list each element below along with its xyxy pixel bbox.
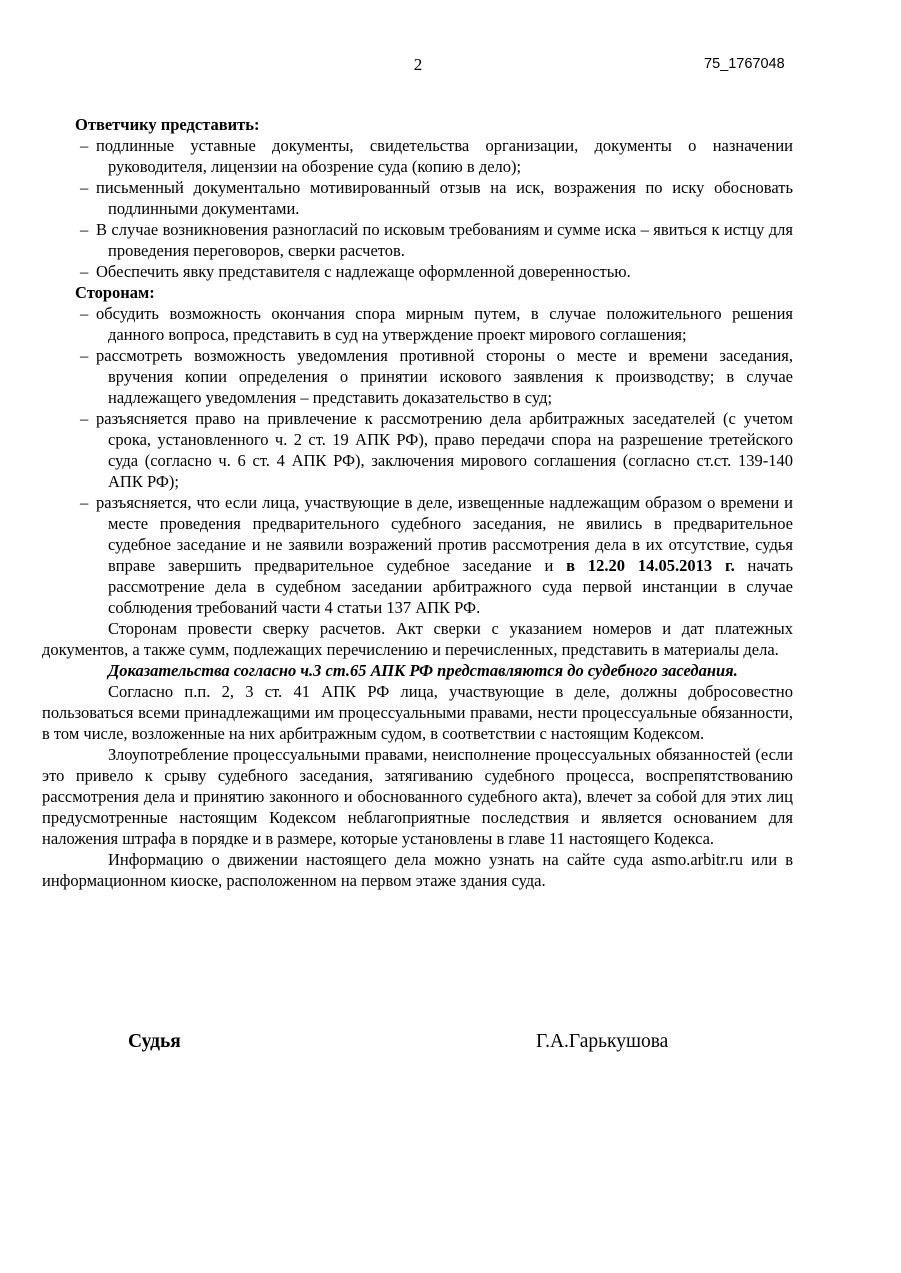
list-item [42, 303, 793, 345]
list-dash: – [80, 262, 89, 281]
list-dash: – [80, 136, 89, 155]
judge-name: Г.А.Гарькушова [536, 1031, 669, 1052]
list-dash: – [80, 220, 89, 239]
list-item [42, 135, 793, 177]
respondent-heading: Ответчику представить: [75, 115, 260, 134]
list-item-text: В случае возникновения разногласий по исковым требованиям и сумме иска – явиться к истцу для проведения переговоров, сверки расчетов. [96, 220, 793, 260]
list-item-text: Обеспечить явку представителя с надлежаще оформленной доверенностью. [96, 262, 631, 281]
list-dash: – [80, 409, 89, 428]
list-dash: – [80, 178, 89, 197]
list-item [42, 219, 793, 261]
list-item [42, 408, 793, 492]
parties-heading: Сторонам: [75, 283, 155, 302]
list-dash: – [80, 304, 89, 323]
reconciliation-paragraph: Сторонам провести сверку расчетов. Акт сверки с указанием номеров и дат платежных документов, а также сумм, подлежащих перечислению и перечисленных, представить в материалы дела. [42, 619, 793, 659]
list-item [42, 345, 793, 408]
info-paragraph: Информацию о движении настоящего дела можно узнать на сайте суда asmo.arbitr.ru или в информационном киоске, расположенном на первом этаже здания суда. [42, 850, 793, 890]
page-number: 2 [413, 55, 423, 74]
list-item-text: рассмотреть возможность уведомления противной стороны о месте и времени заседания, вручения копии определения о принятии искового заявления к производству; в случае надлежащего уведомления – представить доказательство в суд; [96, 346, 793, 407]
list-item-text: обсудить возможность окончания спора мирным путем, в случае положительного решения данного вопроса, представить в суд на утверждение проект мирового соглашения; [96, 304, 793, 344]
list-item-text: разъясняется право на привлечение к рассмотрению дела арбитражных заседателей (с учетом срока, установленного ч. 2 ст. 19 АПК РФ), право передачи спора на разрешение третейского суда (согласно ч. 6 ст. 4 АПК РФ), заключения мирового соглашения (согласно ст.ст. 139-140 АПК РФ); [96, 409, 793, 491]
good-faith-paragraph: Согласно п.п. 2, 3 ст. 41 АПК РФ лица, участвующие в деле, должны добросовестно пользоваться всеми принадлежащими им процессуальными правами, нести процессуальные обязанности, в том числе, возложенные на них арбитражным судом, в соответствии с настоящим Кодексом. [42, 682, 793, 743]
document-body [42, 114, 793, 891]
judge-title: Судья [128, 1031, 181, 1052]
evidence-paragraph: Доказательства согласно ч.3 ст.65 АПК РФ представляются до судебного заседания. [108, 661, 738, 680]
list-item [42, 492, 793, 618]
hearing-clause-part1: разъясняется, что если лица, участвующие в деле, извещенные надлежащим образом о времени и месте проведения предварительного судебного заседания, не явились в предварительное судебное заседание и не заявили возражений против рассмотрения дела в их отсутствие, судья вправе завершить предварительное судебное заседание и [96, 493, 793, 575]
list-item [42, 261, 793, 282]
list-item-text [96, 492, 793, 618]
abuse-paragraph: Злоупотребление процессуальными правами, неисполнение процессуальных обязанностей (если это привело к срыву судебного заседания, затягиванию судебного процесса, воспрепятствованию рассмотрения дела и принятию законного и обоснованного судебного акта), влечет за собой для этих лиц предусмотренные настоящим Кодексом неблагоприятные последствия и является основанием для наложения штрафа в порядке и в размере, которые установлены в главе 11 настоящего Кодекса. [42, 745, 793, 848]
list-dash: – [80, 493, 89, 512]
hearing-clause-part2: начать рассмотрение дела в судебном заседании арбитражного суда первой инстанции в случае соблюдения требований части 4 статьи 137 АПК РФ. [108, 556, 793, 617]
list-item [42, 177, 793, 219]
list-item-text: письменный документально мотивированный отзыв на иск, возражения по иску обосновать подлинными документами. [96, 178, 793, 218]
hearing-date: в 12.20 14.05.2013 г. [566, 556, 735, 575]
list-item-text: подлинные уставные документы, свидетельства организации, документы о назначении руководителя, лицензии на обозрение суда (копию в дело); [96, 136, 793, 176]
list-dash: – [80, 346, 89, 365]
document-number: 75_1767048 [704, 56, 785, 72]
